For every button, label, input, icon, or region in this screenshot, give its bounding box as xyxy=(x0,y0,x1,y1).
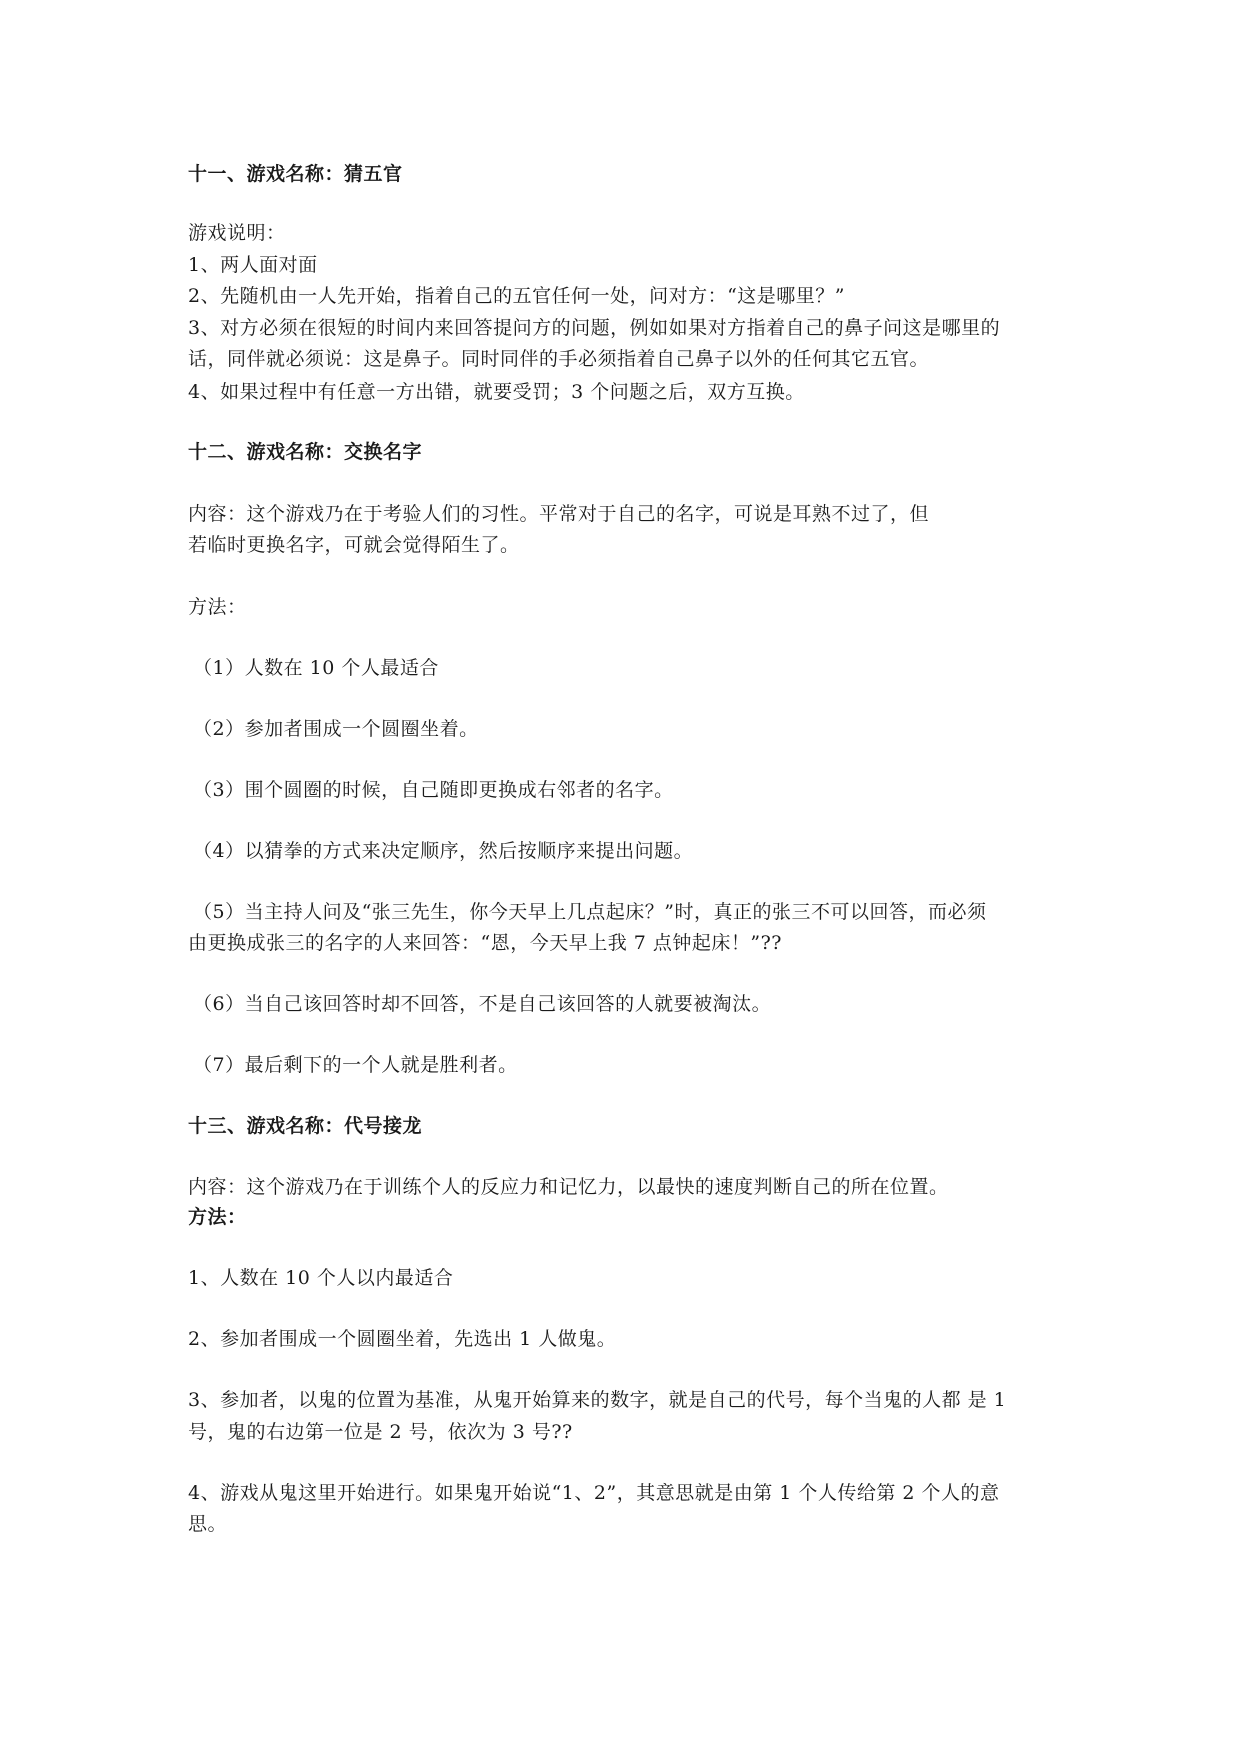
text-line: 若临时更换名字，可就会觉得陌生了。 xyxy=(188,534,520,556)
step-line: （7）最后剩下的一个人就是胜利者。 xyxy=(193,1054,518,1076)
method-label: 方法： xyxy=(188,1206,247,1228)
text-line: 游戏说明： xyxy=(188,222,286,244)
step-line: 1、人数在 10 个人以内最适合 xyxy=(188,1267,454,1289)
section-heading: 十二、游戏名称：交换名字 xyxy=(188,441,423,463)
method-label: 方法： xyxy=(188,596,247,618)
step-line: 4、游戏从鬼这里开始进行。如果鬼开始说“1、2”，其意思就是由第 1 个人传给第 2 个人的意 xyxy=(188,1482,1000,1504)
step-line: 2、参加者围成一个圆圈坐着，先选出 1 人做鬼。 xyxy=(188,1328,617,1350)
step-line: 由更换成张三的名字的人来回答：“恩，今天早上我 7 点钟起床！”?? xyxy=(188,932,782,954)
text-line: 1、两人面对面 xyxy=(188,254,318,276)
step-line: （6）当自己该回答时却不回答，不是自己该回答的人就要被淘汰。 xyxy=(193,993,772,1015)
step-line: （3）围个圆圈的时候，自己随即更换成右邻者的名字。 xyxy=(193,779,674,801)
text-line: 话，同伴就必须说：这是鼻子。同时同伴的手必须指着自己鼻子以外的任何其它五官。 xyxy=(188,348,930,370)
step-line: （4）以猜拳的方式来决定顺序，然后按顺序来提出问题。 xyxy=(193,840,694,862)
text-line: 内容：这个游戏乃在于训练个人的反应力和记忆力，以最快的速度判断自己的所在位置。 xyxy=(188,1176,949,1198)
step-line: 号，鬼的右边第一位是 2 号，依次为 3 号?? xyxy=(188,1421,573,1443)
step-line: 思。 xyxy=(188,1513,228,1535)
step-line: （2）参加者围成一个圆圈坐着。 xyxy=(193,718,479,740)
section-heading: 十一、游戏名称：猜五官 xyxy=(188,163,403,185)
text-line: 4、如果过程中有任意一方出错，就要受罚；3 个问题之后，双方互换。 xyxy=(188,381,805,403)
text-line: 2、先随机由一人先开始，指着自己的五官任何一处，问对方：“这是哪里？” xyxy=(188,285,846,307)
step-line: （5）当主持人问及“张三先生，你今天早上几点起床？”时，真正的张三不可以回答，而必须 xyxy=(193,901,987,923)
step-line: （1）人数在 10 个人最适合 xyxy=(193,657,439,679)
text-line: 内容：这个游戏乃在于考验人们的习性。平常对于自己的名字，可说是耳熟不过了，但 xyxy=(188,503,930,525)
text-line: 3、对方必须在很短的时间内来回答提问方的问题，例如如果对方指着自己的鼻子问这是哪里的 xyxy=(188,317,1001,339)
step-line: 3、参加者，以鬼的位置为基准，从鬼开始算来的数字，就是自己的代号，每个当鬼的人都 是 1 xyxy=(188,1389,1007,1411)
section-heading: 十三、游戏名称：代号接龙 xyxy=(188,1115,423,1137)
